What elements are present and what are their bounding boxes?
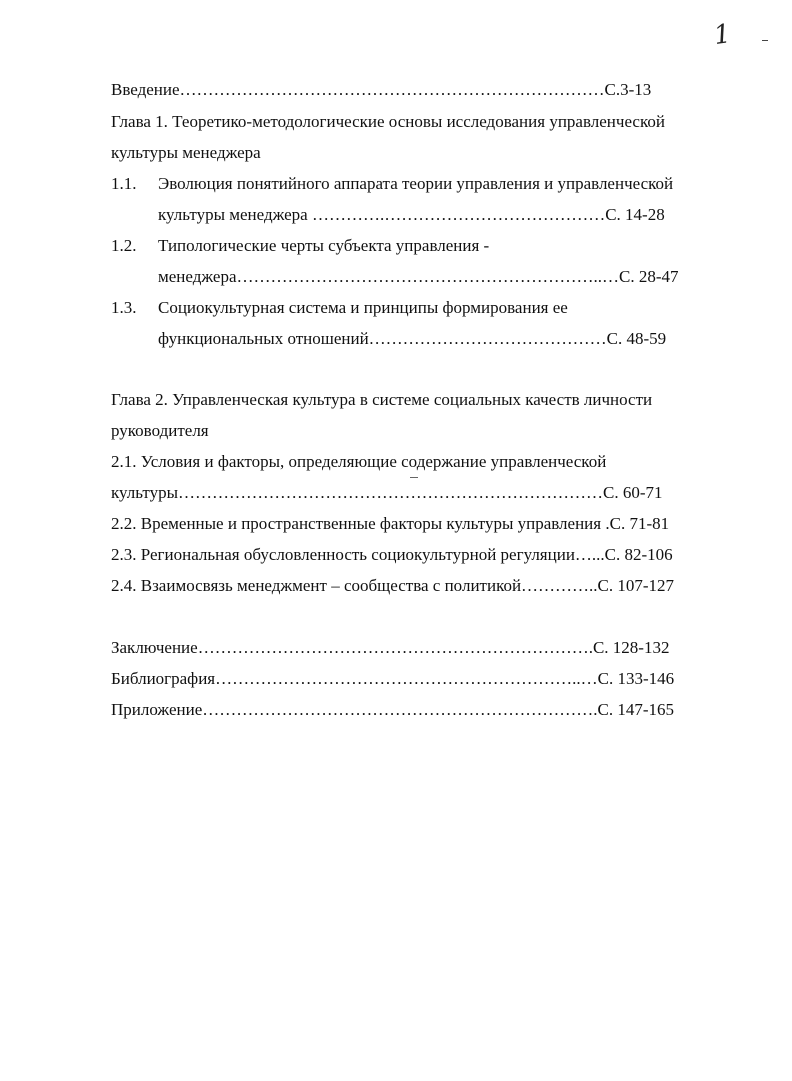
toc-bibliography: Библиография………………………………………………………..…С. 133-146: [111, 669, 675, 688]
section-2-1-line2: культуры…………………………………………………………………С. 60-71: [111, 483, 663, 502]
section-1-3-line2: функциональных отношений……………………………………С. 48-59: [158, 329, 667, 348]
scan-speck: [410, 477, 418, 478]
section-1-1-line2: культуры менеджера ………….…………………………………С. 14-28: [158, 205, 665, 224]
toc-intro-pages: С.3-13: [604, 80, 652, 99]
section-1-2-number: 1.2.: [111, 236, 137, 255]
toc-conclusion: Заключение…………………………………………………………….С. 128-132: [111, 638, 670, 657]
section-1-1-number: 1.1.: [111, 174, 137, 193]
section-1-2-line2: менеджера………………………………………………………..…С. 28-47: [158, 267, 679, 286]
section-1-1-line1: Эволюция понятийного аппарата теории управления и управленческой: [158, 174, 674, 193]
section-2-4: 2.4. Взаимосвязь менеджмент – сообщества с политикой…………..С. 107-127: [111, 576, 675, 595]
section-2-3: 2.3. Региональная обусловленность социокультурной регуляции…...С. 82-106: [111, 545, 673, 564]
section-2-2: 2.2. Временные и пространственные факторы культуры управления .С. 71-81: [111, 514, 670, 533]
section-1-2-line1: Типологические черты субъекта управления -: [158, 236, 490, 255]
chapter1-title-line1: Глава 1. Теоретико-методологические основы исследования управленческой: [111, 112, 665, 131]
toc-intro-label: Введение: [111, 80, 180, 99]
toc-appendix: Приложение…………………………………………………………….С. 147-165: [111, 700, 674, 719]
chapter2-title-line1: Глава 2. Управленческая культура в системе социальных качеств личности: [111, 390, 653, 409]
section-1-3-number: 1.3.: [111, 298, 137, 317]
handwritten-page-number: 1: [711, 18, 733, 52]
chapter1-title-line2: культуры менеджера: [111, 143, 261, 162]
chapter2-title-line2: руководителя: [111, 421, 209, 440]
scan-mark: [762, 40, 768, 41]
section-2-1-line1: 2.1. Условия и факторы, определяющие содержание управленческой: [111, 452, 607, 471]
toc-intro: [111, 80, 651, 100]
section-1-3-line1: Социокультурная система и принципы формирования ее: [158, 298, 568, 317]
toc-intro-dots: …………………………………………………………………: [179, 80, 605, 99]
